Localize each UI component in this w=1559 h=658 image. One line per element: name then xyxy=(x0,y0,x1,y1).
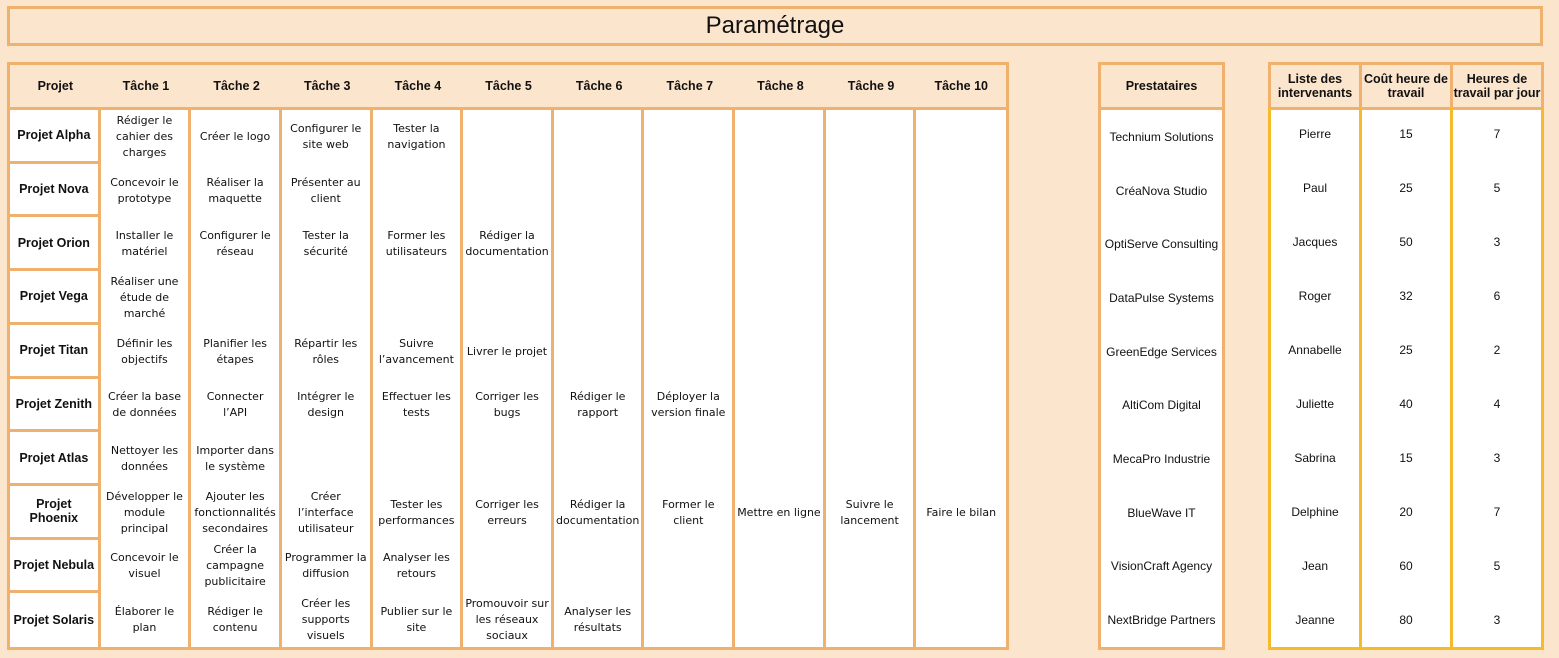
task-cell[interactable]: Tester les performances xyxy=(378,497,455,527)
hourly-cost-cell[interactable]: 50 xyxy=(1399,235,1413,249)
task-cell[interactable]: Rédiger la documentation xyxy=(465,229,549,259)
hourly-cost-cell[interactable]: 60 xyxy=(1399,559,1413,573)
task-cell[interactable] xyxy=(644,110,732,164)
project-name-cell[interactable]: Projet Nebula xyxy=(10,540,98,594)
task-cell[interactable] xyxy=(644,540,732,594)
hourly-cost-cell[interactable]: 40 xyxy=(1399,397,1413,411)
task-cell[interactable]: Former le client xyxy=(662,497,715,527)
header-tache-1: Tâche 1 xyxy=(122,79,170,93)
task-cell[interactable]: Nettoyer les données xyxy=(110,444,179,474)
task-column-8 xyxy=(735,110,826,647)
task-cell[interactable] xyxy=(282,432,370,486)
header-cout-heure: Coût heure de travail xyxy=(1362,65,1453,107)
hours-per-day-cell[interactable]: 5 xyxy=(1493,559,1501,573)
task-cell[interactable] xyxy=(644,271,732,325)
workers-table xyxy=(1268,62,1544,650)
task-cell[interactable] xyxy=(282,271,370,325)
task-cell[interactable] xyxy=(826,379,914,433)
project-name-cell[interactable]: Projet Nova xyxy=(10,164,98,218)
task-cell[interactable]: Intégrer le design xyxy=(297,390,355,420)
task-cell[interactable] xyxy=(373,271,461,325)
task-cell[interactable] xyxy=(826,540,914,594)
worker-name-column xyxy=(1271,107,1362,647)
worker-name-cell[interactable]: Annabelle xyxy=(1288,343,1342,357)
task-cell[interactable] xyxy=(554,110,642,164)
project-name-cell[interactable]: Projet Solaris xyxy=(13,613,95,628)
task-column-2 xyxy=(191,110,282,647)
provider-cell[interactable]: Technium Solutions xyxy=(1109,129,1214,144)
hourly-cost-cell[interactable]: 15 xyxy=(1399,127,1413,141)
hours-per-day-cell[interactable]: 3 xyxy=(1493,451,1501,465)
task-cell[interactable] xyxy=(735,217,823,271)
hours-per-day-column xyxy=(1453,107,1541,647)
header-tache-3: Tâche 3 xyxy=(303,79,351,93)
header-tache-7: Tâche 7 xyxy=(666,79,714,93)
task-cell[interactable] xyxy=(916,593,1006,647)
hours-per-day-cell[interactable]: 4 xyxy=(1493,397,1501,411)
task-cell[interactable]: Former les utilisateurs xyxy=(385,229,447,259)
header-tache-9: Tâche 9 xyxy=(847,79,895,93)
task-cell[interactable]: Publier sur le site xyxy=(380,605,453,635)
task-cell[interactable] xyxy=(916,271,1006,325)
task-cell[interactable]: Livrer le projet xyxy=(466,344,548,358)
hours-per-day-cell[interactable]: 5 xyxy=(1493,181,1501,195)
task-cell[interactable]: Créer la base de données xyxy=(107,390,181,420)
task-cell[interactable] xyxy=(826,217,914,271)
task-cell[interactable] xyxy=(735,164,823,218)
header-tache-5: Tâche 5 xyxy=(485,79,532,93)
project-column xyxy=(10,110,101,647)
project-name-cell[interactable]: Projet Vega xyxy=(10,271,98,325)
worker-name-cell[interactable]: Delphine xyxy=(1291,505,1339,519)
task-cell[interactable]: Planifier les étapes xyxy=(203,336,267,366)
task-cell[interactable] xyxy=(916,540,1006,594)
task-cell[interactable]: Rédiger le contenu xyxy=(207,605,263,635)
task-cell[interactable] xyxy=(735,110,823,164)
task-cell[interactable] xyxy=(463,164,551,218)
task-cell[interactable] xyxy=(826,164,914,218)
task-cell[interactable] xyxy=(916,325,1006,379)
task-cell[interactable]: Créer le logo xyxy=(199,129,271,143)
header-tache-2: Tâche 2 xyxy=(213,79,260,93)
task-column-9 xyxy=(826,110,917,647)
project-name-cell[interactable]: Projet Phoenix xyxy=(10,486,98,540)
task-cell[interactable]: Configurer le site web xyxy=(290,121,362,151)
task-cell[interactable]: Faire le bilan xyxy=(926,505,997,519)
task-cell[interactable]: Déployer la version finale xyxy=(651,390,726,420)
header-heures-jour: Heures de travail par jour xyxy=(1453,72,1541,100)
task-cell[interactable] xyxy=(826,432,914,486)
task-cell[interactable] xyxy=(916,432,1006,486)
task-cell[interactable]: Connecter l’API xyxy=(206,390,264,420)
task-cell[interactable]: Concevoir le visuel xyxy=(110,551,179,581)
task-cell[interactable]: Suivre le lancement xyxy=(840,497,899,527)
worker-name-cell[interactable]: Jacques xyxy=(1292,235,1338,249)
workers-table-body xyxy=(1268,107,1544,650)
task-cell[interactable]: Installer le matériel xyxy=(115,229,174,259)
task-cell[interactable]: Importer dans le système xyxy=(196,444,274,474)
task-cell[interactable] xyxy=(373,164,461,218)
task-cell[interactable] xyxy=(191,271,279,325)
hours-per-day-cell[interactable]: 7 xyxy=(1493,505,1501,519)
task-cell[interactable] xyxy=(463,110,551,164)
hours-per-day-cell[interactable]: 3 xyxy=(1493,613,1501,627)
task-cell[interactable]: Présenter au client xyxy=(290,175,361,205)
worker-name-cell[interactable]: Roger xyxy=(1298,289,1332,303)
projects-table-header xyxy=(10,65,1006,110)
task-cell[interactable] xyxy=(644,593,732,647)
task-cell[interactable] xyxy=(735,379,823,433)
header-tache-10: Tâche 10 xyxy=(934,79,988,93)
task-cell[interactable]: Créer la campagne publicitaire xyxy=(204,543,266,589)
task-cell[interactable]: Réaliser la maquette xyxy=(206,175,264,205)
task-cell[interactable] xyxy=(916,110,1006,164)
project-name-cell[interactable]: Projet Atlas xyxy=(10,432,98,486)
task-cell[interactable] xyxy=(463,271,551,325)
header-prestataires: Prestataires xyxy=(1125,79,1198,93)
task-cell[interactable]: Suivre l’avancement xyxy=(378,336,454,366)
provider-cell[interactable]: VisionCraft Agency xyxy=(1110,559,1213,574)
projects-table-body xyxy=(10,110,1006,647)
task-cell[interactable] xyxy=(644,325,732,379)
task-cell[interactable] xyxy=(735,540,823,594)
task-cell[interactable] xyxy=(463,432,551,486)
providers-column xyxy=(1101,110,1222,647)
task-cell[interactable]: Élaborer le plan xyxy=(114,605,175,635)
task-cell[interactable] xyxy=(644,164,732,218)
provider-cell[interactable]: DataPulse Systems xyxy=(1109,290,1214,305)
task-cell[interactable] xyxy=(735,271,823,325)
provider-cell[interactable]: GreenEdge Services xyxy=(1106,344,1217,359)
task-column-4 xyxy=(373,110,464,647)
hourly-cost-cell[interactable]: 15 xyxy=(1399,451,1413,465)
task-cell[interactable] xyxy=(554,432,642,486)
task-cell[interactable]: Corriger les erreurs xyxy=(475,497,539,527)
task-cell[interactable]: Définir les objectifs xyxy=(116,336,173,366)
worker-name-cell[interactable]: Pierre xyxy=(1298,127,1331,141)
provider-cell[interactable]: AltiCom Digital xyxy=(1122,398,1201,413)
hours-per-day-cell[interactable]: 2 xyxy=(1493,343,1501,357)
task-cell[interactable] xyxy=(644,217,732,271)
task-cell[interactable]: Programmer la diffusion xyxy=(284,551,367,581)
task-cell[interactable] xyxy=(554,540,642,594)
task-cell[interactable]: Créer les supports visuels xyxy=(301,597,351,643)
task-cell[interactable] xyxy=(554,271,642,325)
task-cell[interactable]: Répartir les rôles xyxy=(294,336,358,366)
task-cell[interactable]: Analyser les résultats xyxy=(564,605,632,635)
task-cell[interactable]: Ajouter les fonctionnalités secondaires xyxy=(194,489,276,535)
worker-name-cell[interactable]: Paul xyxy=(1302,181,1328,195)
hours-per-day-cell[interactable]: 7 xyxy=(1493,127,1501,141)
task-column-5 xyxy=(463,110,554,647)
header-intervenants: Liste des intervenants xyxy=(1271,65,1362,107)
task-cell[interactable]: Corriger les bugs xyxy=(475,390,539,420)
task-column-3 xyxy=(282,110,373,647)
task-cell[interactable] xyxy=(916,379,1006,433)
task-cell[interactable]: Créer l’interface utilisateur xyxy=(297,489,354,535)
page-title: Paramétrage xyxy=(7,6,1543,46)
task-cell[interactable]: Rédiger la documentation xyxy=(556,497,640,527)
task-cell[interactable]: Effectuer les tests xyxy=(381,390,451,420)
header-tache-4: Tâche 4 xyxy=(394,79,442,93)
header-tache-6: Tâche 6 xyxy=(575,79,623,93)
task-cell[interactable]: Rédiger le cahier des charges xyxy=(115,113,173,159)
task-cell[interactable]: Analyser les retours xyxy=(382,551,450,581)
task-cell[interactable] xyxy=(826,325,914,379)
task-cell[interactable]: Configurer le réseau xyxy=(199,229,271,259)
providers-table xyxy=(1098,62,1225,650)
task-cell[interactable] xyxy=(463,540,551,594)
hours-per-day-cell[interactable]: 3 xyxy=(1493,235,1501,249)
task-cell[interactable] xyxy=(735,593,823,647)
task-cell[interactable] xyxy=(554,164,642,218)
worker-name-cell[interactable]: Juliette xyxy=(1295,397,1335,411)
task-cell[interactable] xyxy=(735,432,823,486)
task-cell[interactable] xyxy=(826,271,914,325)
provider-cell[interactable]: NextBridge Partners xyxy=(1107,613,1216,628)
providers-table-body xyxy=(1101,110,1222,647)
task-cell[interactable] xyxy=(373,432,461,486)
task-cell[interactable] xyxy=(826,110,914,164)
task-cell[interactable] xyxy=(554,325,642,379)
provider-cell[interactable]: CréaNova Studio xyxy=(1115,183,1208,198)
hourly-cost-cell[interactable]: 80 xyxy=(1399,613,1413,627)
task-column-10 xyxy=(916,110,1006,647)
project-name-cell[interactable]: Projet Titan xyxy=(10,325,98,379)
task-cell[interactable]: Concevoir le prototype xyxy=(110,175,179,205)
hourly-cost-column xyxy=(1362,107,1453,647)
task-cell[interactable]: Tester la sécurité xyxy=(302,229,349,259)
workers-table-header xyxy=(1271,65,1541,110)
task-cell[interactable] xyxy=(916,164,1006,218)
worker-name-cell[interactable]: Sabrina xyxy=(1294,451,1336,465)
header-tache-8: Tâche 8 xyxy=(757,79,804,93)
hours-per-day-cell[interactable]: 6 xyxy=(1493,289,1501,303)
project-name-cell[interactable]: Projet Zenith xyxy=(10,379,98,433)
task-cell[interactable]: Promouvoir sur les réseaux sociaux xyxy=(465,597,549,643)
task-cell[interactable]: Réaliser une étude de marché xyxy=(110,274,179,320)
task-cell[interactable]: Mettre en ligne xyxy=(737,505,821,519)
task-column-7 xyxy=(644,110,735,647)
task-column-1 xyxy=(101,110,192,647)
hourly-cost-cell[interactable]: 32 xyxy=(1399,289,1413,303)
providers-table-header xyxy=(1101,65,1222,110)
project-name-cell[interactable]: Projet Orion xyxy=(10,217,98,271)
worker-name-cell[interactable]: Jeanne xyxy=(1295,613,1335,627)
task-cell[interactable] xyxy=(826,593,914,647)
project-name-cell[interactable]: Projet Alpha xyxy=(10,110,98,164)
hourly-cost-cell[interactable]: 25 xyxy=(1399,343,1413,357)
projects-table xyxy=(7,62,1009,650)
task-cell[interactable]: Rédiger le rapport xyxy=(569,390,626,420)
hourly-cost-cell[interactable]: 25 xyxy=(1399,181,1413,195)
task-cell[interactable] xyxy=(735,325,823,379)
hourly-cost-cell[interactable]: 20 xyxy=(1399,505,1413,519)
task-cell[interactable]: Tester la navigation xyxy=(387,121,446,151)
worker-name-cell[interactable]: Jean xyxy=(1301,559,1329,573)
provider-cell[interactable]: BlueWave IT xyxy=(1127,505,1196,520)
task-cell[interactable] xyxy=(916,217,1006,271)
header-projet: Projet xyxy=(37,79,74,93)
provider-cell[interactable]: MecaPro Industrie xyxy=(1112,452,1211,467)
task-cell[interactable]: Développer le module principal xyxy=(106,489,183,535)
task-column-6 xyxy=(554,110,645,647)
provider-cell[interactable]: OptiServe Consulting xyxy=(1104,237,1219,252)
task-cell[interactable] xyxy=(554,217,642,271)
task-cell[interactable] xyxy=(644,432,732,486)
